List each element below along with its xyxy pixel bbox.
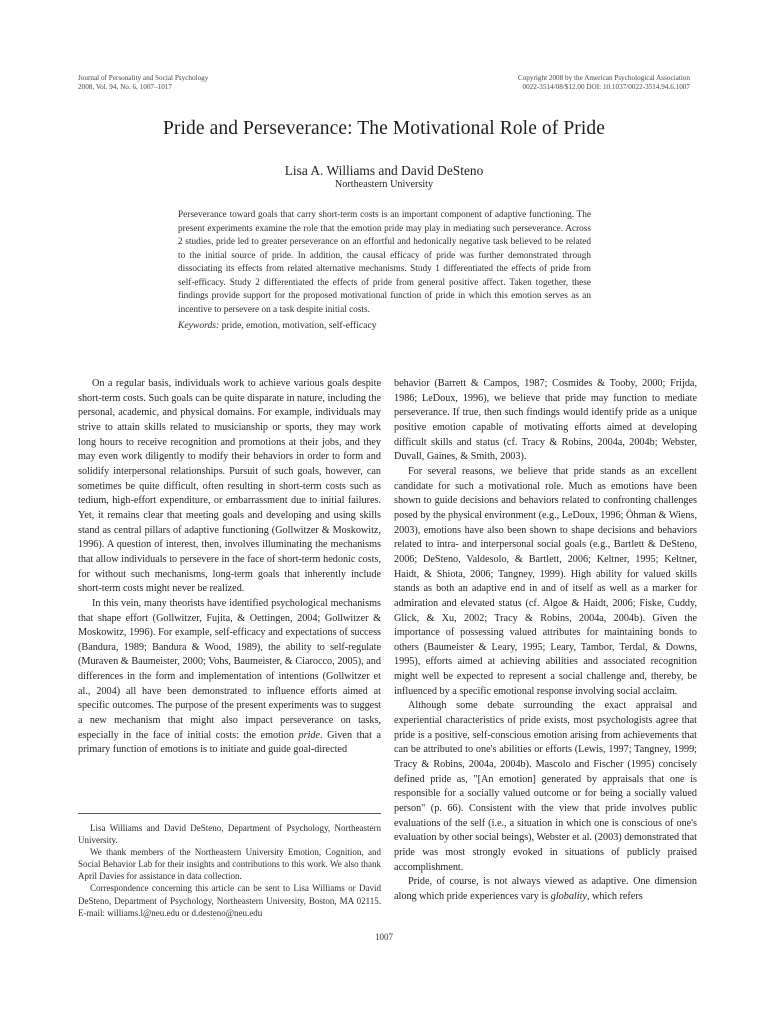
journal-name: Journal of Personality and Social Psychology bbox=[78, 74, 209, 82]
keywords-text: pride, emotion, motivation, self-efficacy bbox=[221, 320, 377, 331]
footnote-divider bbox=[78, 813, 381, 814]
footnote: Lisa Williams and David DeSteno, Department of Psychology, Northeastern University. bbox=[78, 823, 381, 846]
affiliation: Northeastern University bbox=[334, 179, 434, 190]
body-text: , which refers bbox=[586, 890, 643, 902]
author-note bbox=[78, 822, 381, 919]
page-number: 1007 bbox=[375, 932, 393, 942]
body-column-right bbox=[394, 377, 697, 905]
body-paragraph: behavior (Barrett & Campos, 1987; Cosmides & Tooby, 2000; Frijda, 1986; LeDoux, 1996), we believe that pride may function to mediate perseverance. If true, then such findings would identify pride as a unique positive emotion capable of motivating efforts aimed at developing difficult skills and status (cf. Tracy & Robins, 2004a, 2004b; Webster, Duvall, Gaines, & Smith, 2003). bbox=[394, 378, 697, 463]
journal-header bbox=[78, 74, 208, 92]
doi-line: 0022-3514/08/$12.00 DOI: 10.1037/0022-3514.94.6.1007 bbox=[522, 83, 690, 91]
body-column-left bbox=[78, 377, 381, 758]
body-text: In this vein, many theorists have identified psychological mechanisms that shape effort (Gollwitzer, Fujita, & Oettingen, 2004; Gollwitzer & Moskowitz, 1996). For example, self-efficacy and expectations of success (Bandura, 1989; Bandura & Wood, 1989), the ability to self-regulate (Muraven & Baumeister, 2000; Vohs, Baumeister, & Ciarocco, 2005), and differences in the form and implementation of intentions (Gollwitzer et al., 2004) all have been demonstrated to influence efforts aimed at specific outcomes. The purpose of the present experiments was to suggest a new mechanism that might also impact perseverance on tasks, especially in the face of initial costs: the emotion bbox=[78, 597, 381, 741]
article-title: Pride and Perseverance: The Motivational Role of Pride bbox=[162, 118, 606, 139]
emphasis-term: globality bbox=[550, 890, 587, 902]
footnote: We thank members of the Northeastern University Emotion, Cognition, and Social Behavior Lab for their insights and contributions to this work. We also thank April Davies for assistance in data collection. bbox=[78, 847, 381, 882]
copyright-line: Copyright 2008 by the American Psychological Association bbox=[517, 74, 690, 82]
emphasis-term: pride bbox=[298, 729, 321, 741]
keywords-label: Keywords: bbox=[178, 320, 220, 331]
body-paragraph bbox=[394, 875, 697, 904]
body-paragraph: On a regular basis, individuals work to achieve various goals despite short-term costs. Such goals can be quite disparate in nature, including the personal, academic, and physical domains. For example, individuals may strive to attain skills related to musicianship or sports, they may work long hours to receive recognition and promotions at their jobs, and they may even work diligently to modify their behaviors in order to form and solidify interpersonal relationships. Pursuit of such goals, however, can sometimes be quite difficult, often resulting in short-term costs such as tedium, high-effort expenditure, or embarrassment due to initial failures. Yet, it remains clear that meeting goals and developing and using skills stand as central pillars of adaptive functioning (Gollwitzer & Moskowitz, 1996). A question of interest, then, involves illuminating the mechanisms that allow individuals to persevere in the face of short-term hedonic costs, for without such mechanisms, long-term goals that inherently include short-term costs might never be realized. bbox=[78, 378, 381, 595]
copyright-header bbox=[518, 74, 690, 92]
body-paragraph bbox=[78, 597, 381, 758]
keywords bbox=[178, 320, 591, 331]
author-line: Lisa A. Williams and David DeSteno bbox=[284, 163, 484, 178]
journal-volume: 2008, Vol. 94, No. 6, 1007–1017 bbox=[78, 83, 172, 91]
footnote: Correspondence concerning this article can be sent to Lisa Williams or David DeSteno, Department of Psychology, Northeastern University, Boston, MA 02115. E-mail: williams.l@neu.edu or d.desteno@neu.edu bbox=[78, 883, 381, 918]
body-text: . Given that a primary function of emotions is to initiate and guide goal-directed bbox=[78, 729, 381, 756]
body-paragraph: Although some debate surrounding the exact appraisal and experiential characteristics of pride exists, most psychologists agree that pride is a positive, self-conscious emotion arising from achievements that can be attributed to one's abilities or efforts (Lewis, 1997; Tangney, 1999; Tracy & Robins, 2004a, 2004b). Mascolo and Fischer (1995) concisely defined pride as, "[An emotion] generated by appraisals that one is responsible for a socially valued outcome or for being a socially valued person" (p. 66). Consistent with the view that pride involves public evaluations of the self (i.e., a situation in which one is conscious of one's evaluation by other social beings), Webster et al. (2003) demonstrated that pride was most strongly evoked in situations of publicly praised accomplishment. bbox=[394, 700, 697, 873]
body-paragraph: For several reasons, we believe that pride stands as an excellent candidate for such a motivational role. Much as emotions have been shown to guide decisions and behaviors related to confronting challenges posed by the physical environment (e.g., LeDoux, 1996; Öhman & Wiens, 2003), emotions have also been shown to shape decisions and behaviors related to intra- and interpersonal social goals (e.g., Bartlett & DeSteno, 2006; DeSteno, Valdesolo, & Bartlett, 2006; Keltner, 1995; Keltner, Haidt, & Shiota, 2006; Tangney, 1999). High ability for valued skills stands as both an adaptive end in and of itself as well as a marker for admiration and elevated status (cf. Algoe & Haidt, 2006; Fiske, Cuddy, Glick, & Xu, 2002; Tracy & Robins, 2004a, 2004b). Given the importance of possessing valued attributes for maintaining bonds to others (Baumeister & Leary, 1995; Leary, Tambor, Terdal, & Downs, 1995), efforts aimed at achieving abilities and associated recognition might well be expected to represent a social challenge and, thereby, be influenced by a specific emotional response involving social acclaim. bbox=[394, 465, 697, 697]
body-text: Pride, of course, is not always viewed as adaptive. One dimension along which pride experiences vary is bbox=[394, 876, 697, 902]
abstract: Perseverance toward goals that carry short-term costs is an important component of adaptive functioning. The present experiments examine the role that the emotion pride may play in mediating such perseverance. Across 2 studies, pride led to greater perseverance on an effortful and hedonically negative task believed to be related to the initial source of pride. In addition, the causal efficacy of pride was further demonstrated through dissociating its effects from related alternative mechanisms. Study 1 differentiated the effects of pride from self-efficacy. Study 2 differentiated the effects of pride from general positive affect. Taken together, these findings provide support for the proposed motivational function of pride in which this emotion serves as an incentive to persevere on a task despite initial costs. bbox=[178, 210, 591, 315]
